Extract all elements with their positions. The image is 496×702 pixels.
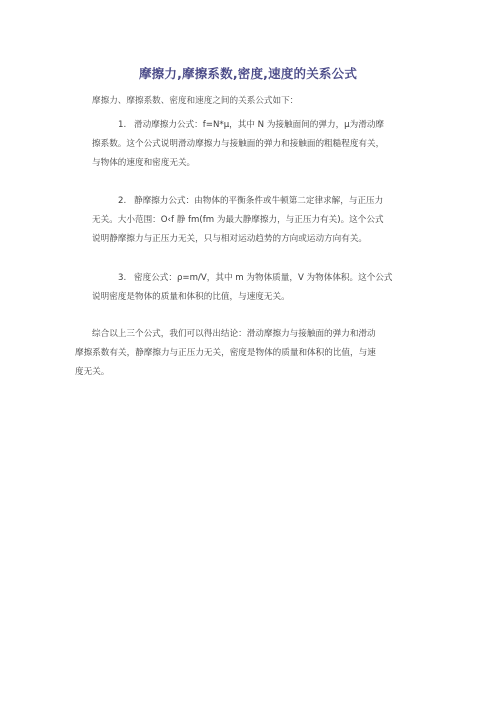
item-line: 滑动摩擦力公式：f=N*μ，其中 N 为接触面间的弹力，μ为滑动摩 <box>134 120 385 130</box>
item-line: 静摩擦力公式：由物体的平衡条件或牛顿第二定律求解，与正压力 <box>134 196 384 206</box>
item-line: 说明静摩擦力与正压力无关，只与相对运动趋势的方向或运动方向有关。 <box>92 234 368 244</box>
item-line: 擦系数。这个公式说明滑动摩擦力与接触面的弹力和接触面的粗糙程度有关， <box>92 139 385 149</box>
item-line: 说明密度是物体的质量和体积的比值，与速度无关。 <box>92 292 290 302</box>
document-title: 摩擦力,摩擦系数,密度,速度的关系公式 <box>138 66 358 81</box>
intro-text: 摩擦力、摩擦系数、密度和速度之间的关系公式如下： <box>92 96 299 106</box>
formula-item-density <box>92 269 432 307</box>
conclusion-line: 度无关。 <box>75 367 110 377</box>
item-first-line <box>92 192 432 211</box>
conclusion-line: 摩擦系数有关，静摩擦力与正压力无关，密度是物体的质量和体积的比值，与速 <box>75 348 376 358</box>
item-number: 3. <box>118 273 127 283</box>
item-number: 2. <box>118 196 127 206</box>
item-first-line <box>92 116 432 135</box>
item-number: 1. <box>118 120 127 130</box>
formula-item-friction-sliding <box>92 116 432 173</box>
conclusion-paragraph <box>75 325 435 382</box>
item-first-line <box>92 269 432 288</box>
formula-item-friction-static <box>92 192 432 249</box>
item-line: 无关。大小范围：O‹f 静 fm(fm 为最大静摩擦力，与正压力有关)。这个公式 <box>92 215 384 225</box>
item-line: 与物体的速度和密度无关。 <box>92 158 196 168</box>
conclusion-line: 综合以上三个公式，我们可以得出结论：滑动摩擦力与接触面的弹力和滑动 <box>92 329 376 339</box>
item-line: 密度公式：ρ=m/V，其中 m 为物体质量，V 为物体体积。这个公式 <box>134 273 393 283</box>
